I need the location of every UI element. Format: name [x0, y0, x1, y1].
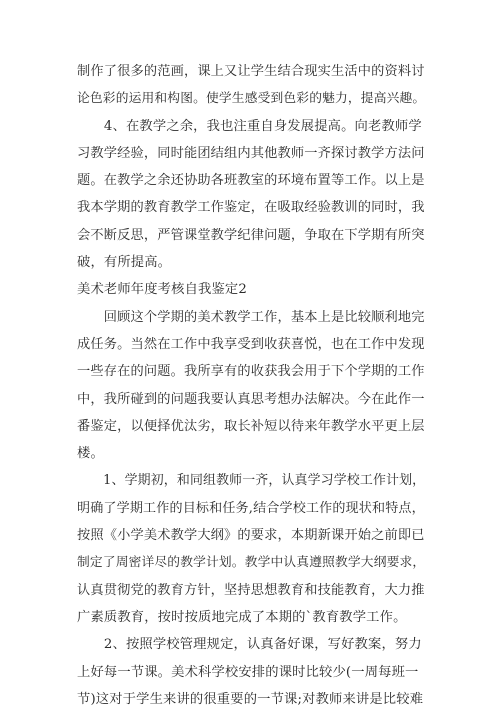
paragraph [77, 467, 425, 631]
text-line: 破，有所提高。 [77, 255, 172, 271]
text-line: 题。在教学之余还协助各班教室的环境布置等工作。以上是 [77, 173, 425, 189]
text-line: 论色彩的运用和构图。使学生感受到色彩的魅力，提高兴趣。 [77, 91, 426, 107]
text-line: 按照《小学美术教学大纲》的要求，本期新课开始之前即已 [77, 528, 425, 544]
text-line: 习教学经验，同时能团结组内其他教师一齐探讨教学方法问 [77, 145, 425, 161]
document-body [77, 58, 425, 713]
text-line: 回顾这个学期的美术教学工作，基本上是比较顺利地完 [77, 309, 425, 325]
text-line: 会不断反思，严管课堂教学纪律问题，争取在下学期有所突 [77, 227, 425, 243]
text-line: 一些存在的问题。我所享有的收获我会用于下个学期的工作 [77, 364, 425, 380]
paragraph [77, 58, 425, 113]
text-line: 楼。 [77, 446, 104, 462]
section-heading: 美术老师年度考核自我鉴定2 [77, 282, 247, 298]
text-line: 广素质教育，按时按质地完成了本期的`教育教学工作。 [77, 609, 407, 625]
text-line: 节)这对于学生来讲的很重要的一节课;对教师来讲是比较难 [77, 691, 424, 707]
text-line: 中，我所碰到的问题我要认真思考想办法解决。今在此作一 [77, 391, 425, 407]
text-line: 4、在教学之余，我也注重自身发展提高。向老教师学 [77, 118, 422, 134]
paragraph [77, 113, 425, 277]
text-line: 1、学期初，和同组教师一齐，认真学习学校工作计划， [77, 473, 426, 489]
text-line: 制作了很多的范画，课上又让学生结合现实生活中的资料讨 [77, 64, 425, 79]
text-line: 明确了学期工作的目标和任务,结合学校工作的现状和特点， [77, 500, 425, 516]
text-line: 制定了周密详尽的教学计划。教学中认真遵照教学大纲要求， [77, 555, 426, 571]
text-line: 上好每一节课。美术科学校安排的课时比较少(一周每班一 [77, 664, 419, 680]
paragraph [77, 631, 425, 713]
text-line: 认真贯彻党的教育方针，坚持思想教育和技能教育，大力推 [77, 582, 425, 598]
text-line: 番鉴定，以便择优汰劣，取长补短以待来年教学水平更上层 [77, 418, 425, 434]
paragraph [77, 304, 425, 468]
text-line: 我本学期的教育教学工作鉴定，在吸取经验教训的同时，我 [77, 200, 425, 216]
text-line: 成任务。当然在工作中我享受到收获喜悦，也在工作中发现 [77, 336, 425, 352]
text-line: 2、按照学校管理规定，认真备好课，写好教案，努力 [77, 637, 422, 653]
